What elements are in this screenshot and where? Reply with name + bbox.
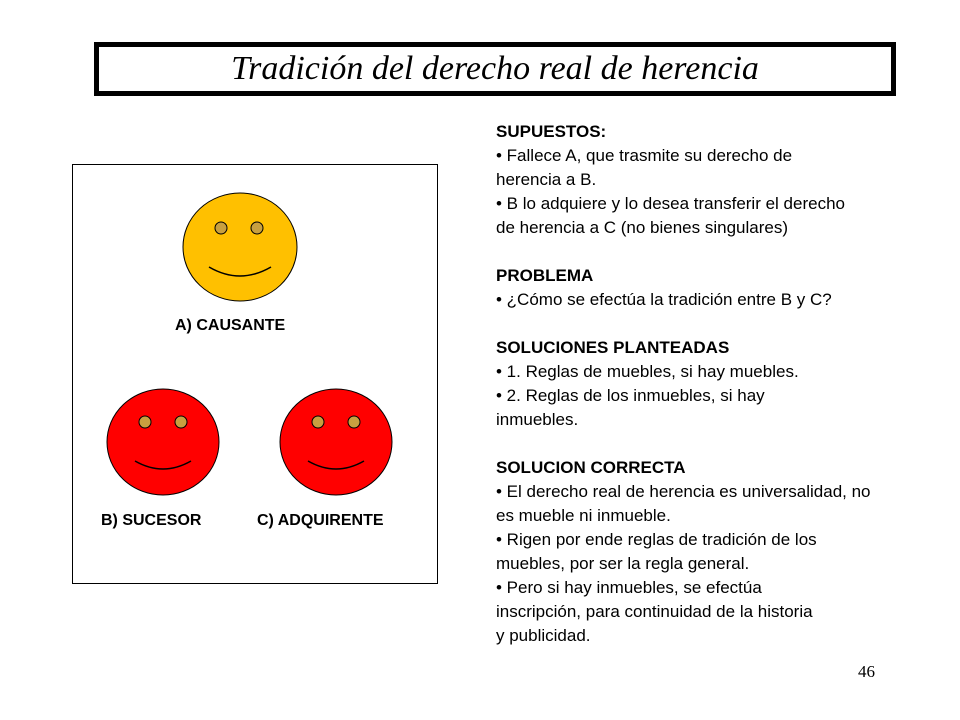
section-gap [496,312,896,336]
soluciones-heading: SOLUCIONES PLANTEADAS [496,338,730,357]
page-number: 46 [858,662,875,681]
causante-right-eye [251,222,263,234]
correcta-bullet-3: • Pero si hay inmuebles, se efectúa inscripción, para continuidad de la historia y publicidad. [496,578,813,645]
title-box [94,42,896,96]
diagram-box [72,164,438,584]
adquirente-right-eye [348,416,360,428]
adquirente-face-circle [280,389,392,495]
soluciones-bullet-2: • 2. Reglas de los inmuebles, si hay inmuebles. [496,386,765,429]
causante-face-circle [183,193,297,301]
section-gap [496,432,896,456]
slide-title: Tradición del derecho real de herencia [231,50,759,87]
adquirente-left-eye [312,416,324,428]
sucesor-label: B) SUCESOR [101,512,202,529]
causante-label: A) CAUSANTE [175,317,286,334]
sucesor-face-icon [105,387,221,497]
soluciones-bullet-1: • 1. Reglas de muebles, si hay muebles. [496,362,799,381]
supuestos-bullet-2: • B lo adquiere y lo desea transferir el derecho de herencia a C (no bienes singulares) [496,194,845,237]
correcta-heading: SOLUCION CORRECTA [496,458,686,477]
adquirente-face-icon [278,387,394,497]
causante-left-eye [215,222,227,234]
problema-heading: PROBLEMA [496,266,594,285]
sucesor-left-eye [139,416,151,428]
text-panel [496,120,896,648]
section-gap [496,240,896,264]
sucesor-right-eye [175,416,187,428]
causante-face-icon [181,191,299,303]
correcta-bullet-2: • Rigen por ende reglas de tradición de los muebles, por ser la regla general. [496,530,817,573]
supuestos-heading: SUPUESTOS: [496,122,607,141]
supuestos-bullet-1: • Fallece A, que trasmite su derecho de herencia a B. [496,146,793,189]
correcta-bullet-1: • El derecho real de herencia es universalidad, no es mueble ni inmueble. [496,482,871,525]
problema-bullet-1: • ¿Cómo se efectúa la tradición entre B y C? [496,290,832,309]
sucesor-face-circle [107,389,219,495]
adquirente-label: C) ADQUIRENTE [257,512,384,529]
